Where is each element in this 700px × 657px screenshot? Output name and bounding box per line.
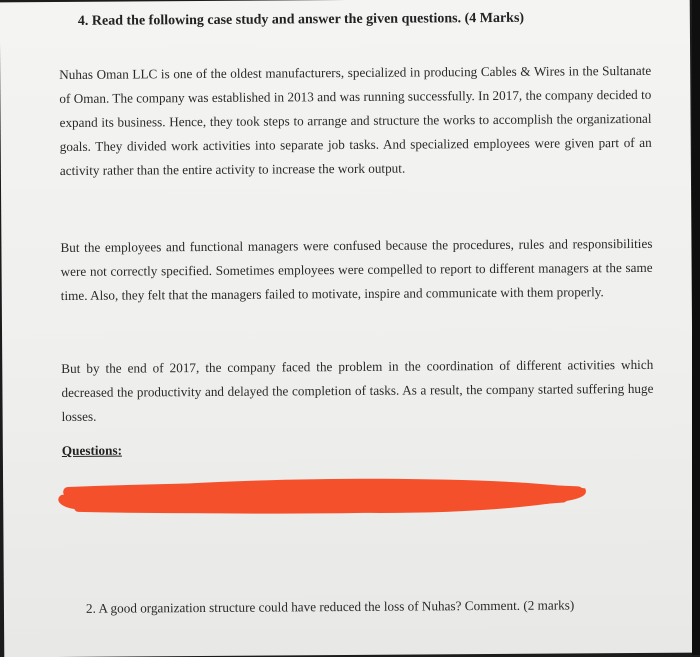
- questions-label: Questions:: [61, 442, 122, 458]
- case-paragraph-3: But by the end of 2017, the company faced the problem in the coordination of different activities which decreased the productivity and delayed the completion of tasks. As a result, the company started suffering huge losses.: [61, 356, 654, 424]
- question-heading: 4. Read the following case study and answer the given questions. (4 Marks): [77, 10, 525, 29]
- case-paragraph-1: Nuhas Oman LLC is one of the oldest manufacturers, specialized in producing Cables & Wires in the Sultanate of Oman. The company was established in 2013 and was running successfully. In 2017, the company decided to expand its business. Hence, they took steps to arrange and structure the works to accomplish the organizational goals. They divided work activities into separate job tasks. And specialized employees were given part of an activity rather than the entire activity to increase the work output.: [59, 62, 652, 179]
- question-2: 2. A good organization structure could have reduced the loss of Nuhas? Comment. (2 marks): [85, 597, 575, 616]
- case-paragraph-2: But the employees and functional managers were confused because the procedures, rules and responsibilities were not correctly specified. Sometimes employees were compelled to report to different managers at the same time. Also, they felt that the managers failed to motivate, inspire and communicate with them properly.: [60, 235, 653, 303]
- dark-edge: [692, 0, 700, 655]
